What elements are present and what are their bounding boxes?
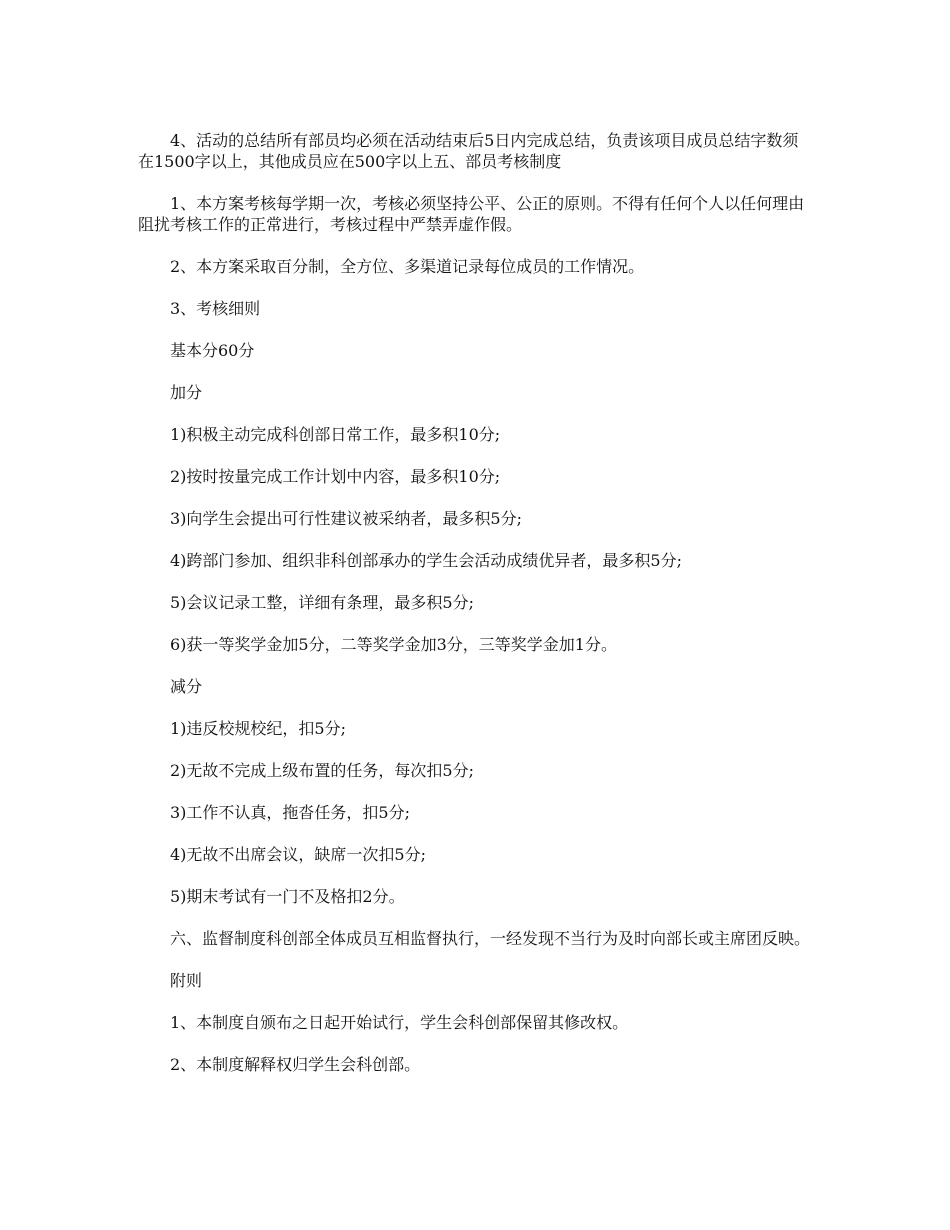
list-item-bonus-1: 1)积极主动完成科创部日常工作，最多积10分; [170, 425, 501, 444]
paragraph-deduction-heading: 减分 [170, 677, 203, 696]
list-item-deduction-2: 2)无故不完成上级布置的任务，每次扣5分; [170, 761, 474, 780]
paragraph-assessment-rules-heading: 3、考核细则 [170, 299, 261, 318]
paragraph-appendix-1: 1、本制度自颁布之日起开始试行，学生会科创部保留其修改权。 [170, 1013, 629, 1032]
list-item-bonus-4: 4)跨部门参加、组织非科创部承办的学生会活动成绩优异者，最多积5分; [170, 551, 682, 570]
list-item-bonus-2: 2)按时按量完成工作计划中内容，最多积10分; [170, 467, 501, 486]
paragraph-bonus-heading: 加分 [170, 383, 203, 402]
document-body [138, 130, 814, 1096]
list-item-bonus-6: 6)获一等奖学金加5分，二等奖学金加3分，三等奖学金加1分。 [170, 635, 617, 654]
paragraph-supervision-system: 六、监督制度科创部全体成员互相监督执行，一经发现不当行为及时向部长或主席团反映。 [170, 929, 811, 948]
paragraph-activity-summary: 4、活动的总结所有部员均必须在活动结束后5日内完成总结，负责该项目成员总结字数须在1500字以上，其他成员应在500字以上五、部员考核制度 [138, 131, 799, 171]
paragraph-base-score: 基本分60分 [170, 341, 255, 360]
paragraph-appendix-2: 2、本制度解释权归学生会科创部。 [170, 1055, 421, 1074]
paragraph-appendix-heading: 附则 [170, 971, 203, 990]
list-item-deduction-4: 4)无故不出席会议，缺席一次扣5分; [170, 845, 426, 864]
list-item-deduction-5: 5)期末考试有一门不及格扣2分。 [170, 887, 405, 906]
list-item-deduction-1: 1)违反校规校纪，扣5分; [170, 719, 346, 738]
list-item-bonus-3: 3)向学生会提出可行性建议被采纳者，最多积5分; [170, 509, 522, 528]
paragraph-scoring-system: 2、本方案采取百分制，全方位、多渠道记录每位成员的工作情况。 [170, 257, 645, 276]
list-item-deduction-3: 3)工作不认真，拖沓任务，扣5分; [170, 803, 410, 822]
paragraph-assessment-frequency: 1、本方案考核每学期一次，考核必须坚持公平、公正的原则。不得有任何个人以任何理由阻扰考核工作的正常进行，考核过程中严禁弄虚作假。 [138, 194, 805, 234]
list-item-bonus-5: 5)会议记录工整，详细有条理，最多积5分; [170, 593, 474, 612]
